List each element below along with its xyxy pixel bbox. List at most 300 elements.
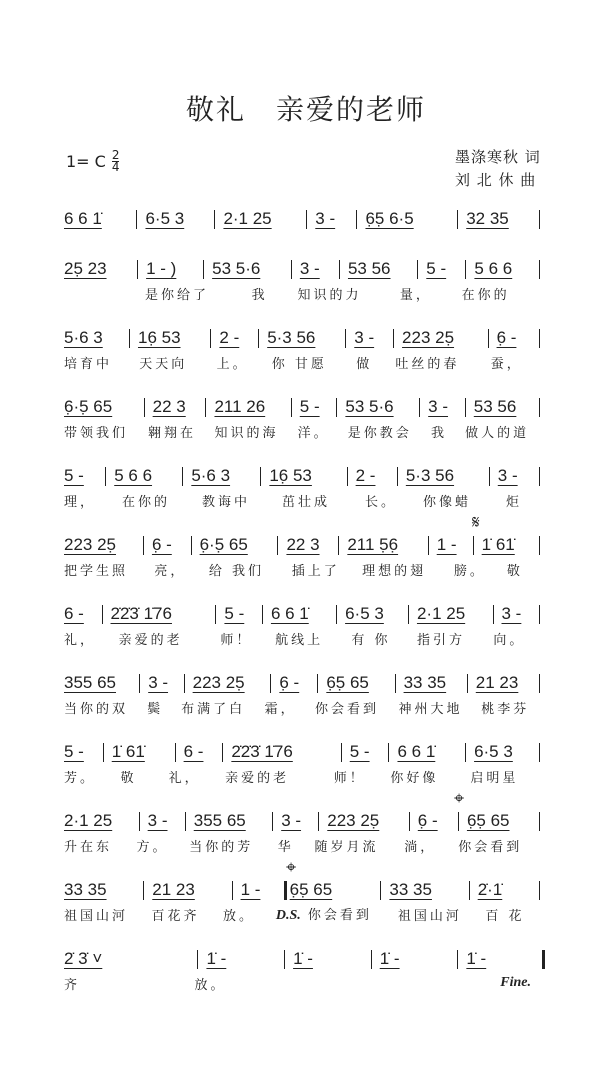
barline <box>419 398 420 417</box>
lyric-segment: 量， <box>399 287 432 303</box>
lyric-segment: 插上了 <box>291 563 340 579</box>
measure-notes: 16̣ 53 <box>269 466 312 485</box>
barline <box>428 536 429 555</box>
measure <box>193 673 263 693</box>
measure-notes: 6 - <box>64 604 84 623</box>
lyric-segment: 你会看到 <box>458 839 523 855</box>
barline <box>215 605 216 624</box>
notation-line <box>64 808 548 834</box>
lyric-segment: 做 <box>356 356 373 372</box>
double-barline <box>284 881 287 900</box>
lyric-line <box>64 765 548 787</box>
measure-notes: 6̣ - <box>151 535 172 554</box>
measure-notes: 5·3 56 <box>267 328 316 347</box>
lyric-segment: 在你的 <box>461 287 510 303</box>
lyric-segment: 师！ <box>220 632 253 648</box>
lyric-segment: 亲爱的老 <box>225 770 290 786</box>
measure-notes: 1 - <box>240 880 261 899</box>
measure-notes: 5 6 6 <box>474 259 513 278</box>
barline <box>105 467 106 486</box>
lyric-segment: 膀。 <box>453 563 486 579</box>
measure-notes: 5 - <box>224 604 245 623</box>
barline <box>214 210 215 229</box>
barline <box>197 950 198 969</box>
measure-notes: 211 5̣6̣ <box>347 535 399 554</box>
lyric-segment: 祖国山河 <box>64 908 129 924</box>
barline <box>457 210 458 229</box>
lyric-segment: 当你的芳 <box>189 839 254 855</box>
barline <box>458 812 459 831</box>
lyric-segment: 有 你 <box>351 632 391 648</box>
lyric-segment: 理想的翅 <box>362 563 427 579</box>
measure-notes: 6̣ - <box>279 673 300 692</box>
measure <box>64 604 94 624</box>
measure <box>345 397 411 417</box>
barline <box>539 536 540 555</box>
measure <box>194 811 264 831</box>
lyric-segment: 是你教会 <box>347 425 412 441</box>
barline <box>291 260 292 279</box>
lyric-segment: 神州大地 <box>398 701 463 717</box>
measure <box>224 604 254 624</box>
barline <box>272 812 273 831</box>
barline <box>380 881 381 900</box>
measure-notes: 2̇ 3̇ ˅ <box>64 949 103 968</box>
barline <box>210 329 211 348</box>
measure <box>138 328 202 348</box>
notation-line <box>64 946 548 972</box>
score-row <box>64 739 548 808</box>
measure <box>474 397 531 417</box>
segno-icon: 𝄋 <box>472 512 480 533</box>
measure-notes: 223 25̣ <box>64 535 116 554</box>
measure-notes: 223 25̣ <box>402 328 455 347</box>
measure-notes: 6 6 1̇ <box>64 209 102 228</box>
measure <box>281 811 310 831</box>
notation-line <box>64 463 548 489</box>
measure-notes: 33 35 <box>389 880 432 899</box>
measure <box>474 259 531 279</box>
measure-notes: 2·1 25 <box>416 604 466 623</box>
lyric-segment: 蚕， <box>490 356 523 372</box>
measure <box>498 466 531 486</box>
lyric-segment: 随岁月流 <box>314 839 379 855</box>
measure-notes: 3 - <box>428 397 449 416</box>
lyric-line <box>64 972 548 994</box>
lyric-segment: 长。 <box>365 494 398 510</box>
measure-notes: 22 3 <box>152 397 186 416</box>
barline <box>139 812 140 831</box>
lyric-line <box>64 232 548 254</box>
measure-notes: 53 5·6 <box>345 397 394 416</box>
barline <box>356 210 357 229</box>
measure-notes: 2̇2̇3̇ 1̇76 <box>110 604 172 623</box>
measure-notes: 3 - <box>299 259 320 278</box>
notation-line <box>64 877 548 903</box>
coda-icon: ⌖ <box>454 788 465 809</box>
measure <box>286 535 330 555</box>
measure <box>476 673 531 693</box>
barline <box>397 467 398 486</box>
measure <box>145 209 206 229</box>
measure <box>214 397 282 417</box>
measure <box>219 328 250 348</box>
measure-notes: 53 56 <box>473 397 517 416</box>
measure-notes: 355 65 <box>64 673 116 692</box>
barline <box>539 674 540 693</box>
lyric-segment: 是你给了 <box>144 287 209 303</box>
measure-notes: 5 6 6 <box>114 466 153 485</box>
measure <box>402 328 480 348</box>
lyric-segment: 知识的海 <box>214 425 279 441</box>
measure <box>315 209 348 229</box>
lyric-segment: 百 花 <box>485 908 525 924</box>
measure <box>327 811 401 831</box>
barline <box>539 210 540 229</box>
lyricist: 墨涤寒秋 词 <box>455 148 541 166</box>
lyric-segment: 启明星 <box>470 770 519 786</box>
lyric-line <box>64 489 548 511</box>
barline <box>277 536 278 555</box>
barline <box>489 467 490 486</box>
measure <box>64 880 135 900</box>
measure <box>365 209 449 229</box>
score-row <box>64 788 548 877</box>
barline <box>102 605 103 624</box>
measure-notes: 1̇ 61̇ <box>481 535 515 554</box>
lyric-segment: 你像蜡 <box>423 494 472 510</box>
lyric-segment: 理， <box>64 494 97 510</box>
barline <box>539 881 540 900</box>
time-signature <box>112 150 120 173</box>
barline <box>417 260 418 279</box>
lyric-segment: 带领我们 <box>64 425 129 441</box>
lyric-segment: 桃李芬 <box>481 701 530 717</box>
barline <box>317 674 318 693</box>
lyric-segment: 给 我们 <box>208 563 264 579</box>
measure-notes: 223 25̣ <box>327 811 380 830</box>
barline <box>539 329 540 348</box>
measure-notes: 6·5 3 <box>145 209 185 228</box>
barline <box>318 812 319 831</box>
measure <box>300 397 329 417</box>
lyric-segment: 淌， <box>404 839 437 855</box>
barline <box>465 743 466 762</box>
barline <box>262 605 263 624</box>
barline <box>469 881 470 900</box>
measure-notes: 1 - <box>436 535 457 554</box>
lyric-segment: 芳。 <box>64 770 97 786</box>
barline <box>184 674 185 693</box>
barline <box>465 398 466 417</box>
measure <box>478 880 531 900</box>
lyric-segment: 鬓 <box>147 701 164 717</box>
measure <box>356 466 389 486</box>
measure-notes: 6̣·5̣ 65 <box>64 397 113 416</box>
measure <box>397 742 457 762</box>
lyric-segment: 放。 <box>194 977 227 993</box>
lyric-line <box>64 420 548 442</box>
barline <box>291 398 292 417</box>
measure-notes: 1̇ - <box>379 949 400 968</box>
measure-notes: 6̣ - <box>496 328 517 347</box>
lyric-segment: 升在东 <box>64 839 113 855</box>
measure-notes: 5 - <box>426 259 447 278</box>
lyric-segment: 放。 <box>222 908 255 924</box>
measure-notes: 2·1 25 <box>64 811 113 830</box>
barline <box>139 674 140 693</box>
measure <box>241 880 278 900</box>
lyric-segment: 上。 <box>216 356 249 372</box>
measure <box>350 742 381 762</box>
measure <box>191 466 252 486</box>
lyric-segment <box>276 904 381 924</box>
barline <box>175 743 176 762</box>
lyric-line <box>64 903 548 925</box>
barline <box>260 467 261 486</box>
measure <box>406 466 481 486</box>
lyric-segment: 培育中 <box>64 356 113 372</box>
lyric-segment: 敬 <box>120 770 137 786</box>
measure-notes: 1 - ) <box>146 259 177 278</box>
measure <box>148 673 175 693</box>
barline <box>393 329 394 348</box>
measure <box>64 259 129 279</box>
measure <box>111 604 208 624</box>
barline <box>182 467 183 486</box>
barline <box>336 605 337 624</box>
measure-notes: 53 56 <box>347 259 391 278</box>
barline <box>488 329 489 348</box>
score-row <box>64 670 548 739</box>
measure <box>64 673 131 693</box>
measure <box>300 259 331 279</box>
barline <box>270 674 271 693</box>
measure <box>153 397 198 417</box>
score-row <box>64 325 548 394</box>
measure <box>152 535 183 555</box>
barline <box>539 467 540 486</box>
measure-notes: 1̇ - <box>466 949 487 968</box>
measure <box>345 604 400 624</box>
measure-notes: 2̇2̇3̇ 1̇76 <box>231 742 293 761</box>
barline <box>144 398 145 417</box>
measure-notes: 5 - <box>64 466 84 485</box>
barline <box>539 743 540 762</box>
measure-notes: 3 - <box>147 811 168 830</box>
measure <box>326 673 386 693</box>
measure <box>348 259 409 279</box>
measure-notes: 223 25̣ <box>192 673 245 692</box>
lyric-line <box>64 696 548 718</box>
measure <box>417 604 485 624</box>
lyric-line <box>64 282 548 304</box>
measure-notes: 2·1 25 <box>223 209 272 228</box>
lyric-segment: 在你的 <box>122 494 171 510</box>
measure <box>223 209 298 229</box>
lyric-segment: 指引方 <box>416 632 465 648</box>
lyric-segment: 亲爱的老 <box>118 632 183 648</box>
score-row <box>64 601 548 670</box>
fine-marking: Fine. <box>500 975 531 990</box>
measure <box>64 328 121 348</box>
barline <box>137 260 138 279</box>
measure <box>347 535 419 555</box>
score-row <box>64 394 548 463</box>
measure-notes: 3 - <box>497 466 518 485</box>
barline <box>457 950 458 969</box>
lyric-line <box>64 351 548 373</box>
measure <box>426 259 457 279</box>
notation-line <box>64 670 548 696</box>
notation-line <box>64 206 548 232</box>
barline <box>339 260 340 279</box>
measure <box>114 466 174 486</box>
coda-icon: ⌖ <box>286 857 297 878</box>
lyric-segment: 华 <box>277 839 294 855</box>
lyric-segment: 布满了白 <box>181 701 246 717</box>
lyric-segment: 把学生照 <box>64 563 129 579</box>
notation-line <box>64 394 548 420</box>
lyric-segment: 洋。 <box>297 425 330 441</box>
score-row <box>64 946 548 1015</box>
barline <box>185 812 186 831</box>
measure <box>206 949 276 969</box>
measure <box>418 811 450 831</box>
measure <box>212 259 283 279</box>
lyric-segment: 祖国山河 <box>397 908 462 924</box>
lyric-segment: 教诲中 <box>202 494 251 510</box>
measure-notes: 22 3 <box>286 535 320 554</box>
lyric-segment: 你会看到 <box>315 701 380 717</box>
measure <box>64 949 189 969</box>
page-title: 敬礼 亲爱的老师 <box>185 93 426 126</box>
lyric-line <box>64 627 548 649</box>
measure <box>497 328 531 348</box>
notation-line <box>64 256 548 282</box>
barline <box>371 950 372 969</box>
measure <box>269 466 338 486</box>
barline <box>539 605 540 624</box>
lyric-segment: 方。 <box>136 839 169 855</box>
barline <box>306 210 307 229</box>
barline <box>103 743 104 762</box>
barline <box>345 329 346 348</box>
barline <box>408 605 409 624</box>
measure-notes: 6̣ - <box>417 811 438 830</box>
measure-notes: 6·5 3 <box>345 604 384 623</box>
barline <box>284 950 285 969</box>
barline <box>232 881 233 900</box>
measure-notes: 6̣5̣ 6·5 <box>365 209 414 228</box>
measure-notes: 5·3 56 <box>405 466 455 485</box>
measure <box>380 949 450 969</box>
measure-notes: 5·6 3 <box>191 466 231 485</box>
lyric-text: 你会看到 <box>307 908 372 923</box>
measure-notes: 211 26 <box>214 397 266 416</box>
measure-notes: 6 - <box>183 742 204 761</box>
barline <box>388 743 389 762</box>
time-bottom: 4 <box>111 160 120 174</box>
notation-line <box>64 325 548 351</box>
barline <box>129 329 130 348</box>
lyric-segment: 齐 <box>64 977 81 993</box>
measure <box>200 535 270 555</box>
notation-line <box>64 601 548 627</box>
score-row <box>64 256 548 325</box>
barline <box>258 329 259 348</box>
measure-notes: 21 23 <box>475 673 519 692</box>
credits <box>455 146 541 192</box>
measure-notes: 1̇ - <box>206 949 227 968</box>
lyric-segment: 吐丝的春 <box>395 356 460 372</box>
measure-notes: 6̣5̣ 65 <box>466 811 510 830</box>
measure-notes: 25̣ 23 <box>64 259 107 278</box>
measure <box>279 673 309 693</box>
measure-notes: 5 - <box>64 742 84 761</box>
measure <box>466 209 531 229</box>
lyric-segment: 你 甘愿 <box>271 356 327 372</box>
measure-notes: 3 - <box>148 673 169 692</box>
barline <box>467 674 468 693</box>
ds-marking: D.S. <box>275 908 301 923</box>
score-row <box>64 512 548 601</box>
time-top: 2 <box>111 148 120 162</box>
lyric-segment: 天天向 <box>139 356 188 372</box>
notation-line <box>64 739 548 765</box>
measure <box>146 259 195 279</box>
measure-notes: 33 35 <box>403 673 447 692</box>
measure <box>64 535 135 555</box>
measure-notes: 16̣ 53 <box>137 328 181 347</box>
measure-notes: 6 6 1̇ <box>270 604 309 623</box>
lyric-segment: 茁壮成 <box>282 494 331 510</box>
lyric-segment: 我 <box>251 287 268 303</box>
measure <box>148 811 177 831</box>
measure <box>152 880 223 900</box>
lyric-segment: 向。 <box>493 632 526 648</box>
barline <box>409 812 410 831</box>
measure-notes: 3 - <box>315 209 336 228</box>
double-barline <box>542 950 545 969</box>
measure-notes: 21 23 <box>152 880 195 899</box>
barline <box>191 536 192 555</box>
lyric-segment: 你好像 <box>390 770 439 786</box>
measure-notes: 3 - <box>501 604 522 623</box>
measure <box>502 604 532 624</box>
barline <box>143 536 144 555</box>
measure <box>64 209 128 229</box>
measure-notes: 1̇ 61̇ <box>111 742 145 761</box>
measure-notes: 33 35 <box>64 880 107 899</box>
measure-notes: 6̣5̣ 65 <box>289 880 333 899</box>
barline <box>539 398 540 417</box>
barline <box>493 605 494 624</box>
measure-notes: 5 - <box>349 742 370 761</box>
lyric-line <box>64 558 548 580</box>
measure-notes: 5 - <box>299 397 320 416</box>
measure-notes: 1̇ - <box>293 949 313 968</box>
measure <box>64 742 95 762</box>
measure <box>404 673 459 693</box>
lyric-segment: 当你的双 <box>64 701 129 717</box>
lyric-line <box>64 834 548 856</box>
measure-notes: 2 - <box>355 466 376 485</box>
measure <box>437 535 465 555</box>
measure <box>428 397 457 417</box>
lyric-segment: 百花齐 <box>151 908 200 924</box>
measure-notes: 2̇·1̇ <box>477 880 503 899</box>
